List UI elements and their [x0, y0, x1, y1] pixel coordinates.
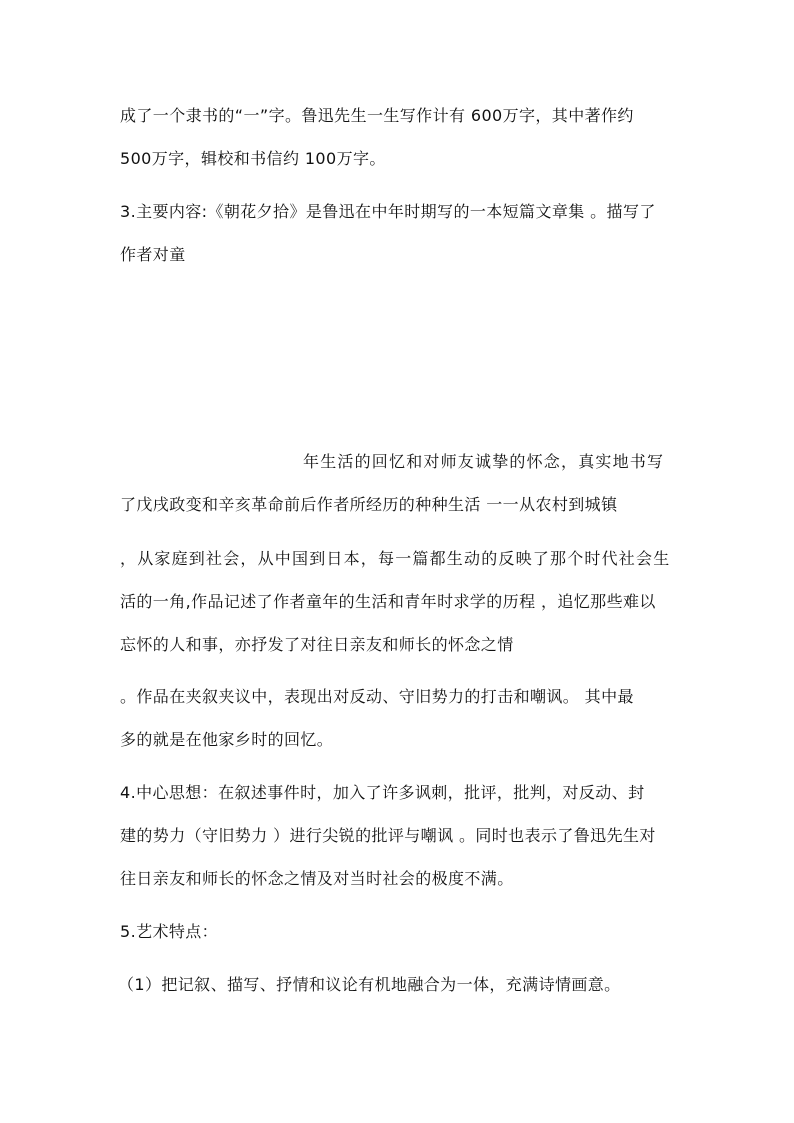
text-line-4: 作者对童: [120, 245, 186, 264]
text-line-5: 年生活的回忆和对师友诚挚的怀念，真实地书写: [303, 452, 665, 471]
section-5-heading: 5.艺术特点：: [120, 922, 219, 941]
text-line-11: 多的就是在他家乡时的回忆。: [120, 730, 334, 749]
text-line-13: 建的势力（守旧势力 ）进行尖锐的批评与嘲讽 。同时也表示了鲁迅先生对: [120, 826, 656, 845]
text-line-9: 忘怀的人和事，亦抒发了对往日亲友和师长的怀念之情: [120, 635, 514, 654]
text-line-10: 。作品在夹叙夹议中，表现出对反动、守旧势力的打击和嘲讽。 其中最: [120, 687, 634, 706]
section-3-heading-line: 3.主要内容:《朝花夕拾》是鲁迅在中年时期写的一本短篇文章集 。描写了: [120, 202, 656, 221]
text-line-2: 500万字，辑校和书信约 100万字。: [120, 149, 386, 168]
text-line-14: 往日亲友和师长的怀念之情及对当时社会的极度不满。: [120, 869, 514, 888]
text-line-1: 成了一个隶书的“一”字。鲁迅先生一生写作计有 600万字，其中著作约: [120, 106, 634, 125]
section-4-heading-line: 4.中心思想：在叙述事件时，加入了许多讽刺，批评，批判，对反动、封: [120, 783, 645, 802]
text-line-6: 了戊戌政变和辛亥革命前后作者所经历的种种生活 一一从农村到城镇: [120, 495, 618, 514]
text-line-7: ，从家庭到社会，从中国到日本，每一篇都生动的反映了那个时代社会生: [120, 549, 671, 568]
list-item-1: （1）把记叙、描写、抒情和议论有机地融合为一体，充满诗情画意。: [118, 975, 621, 994]
text-line-8: 活的一角,作品记述了作者童年的生活和青年时求学的历程 ，追忆那些难以: [120, 592, 656, 611]
